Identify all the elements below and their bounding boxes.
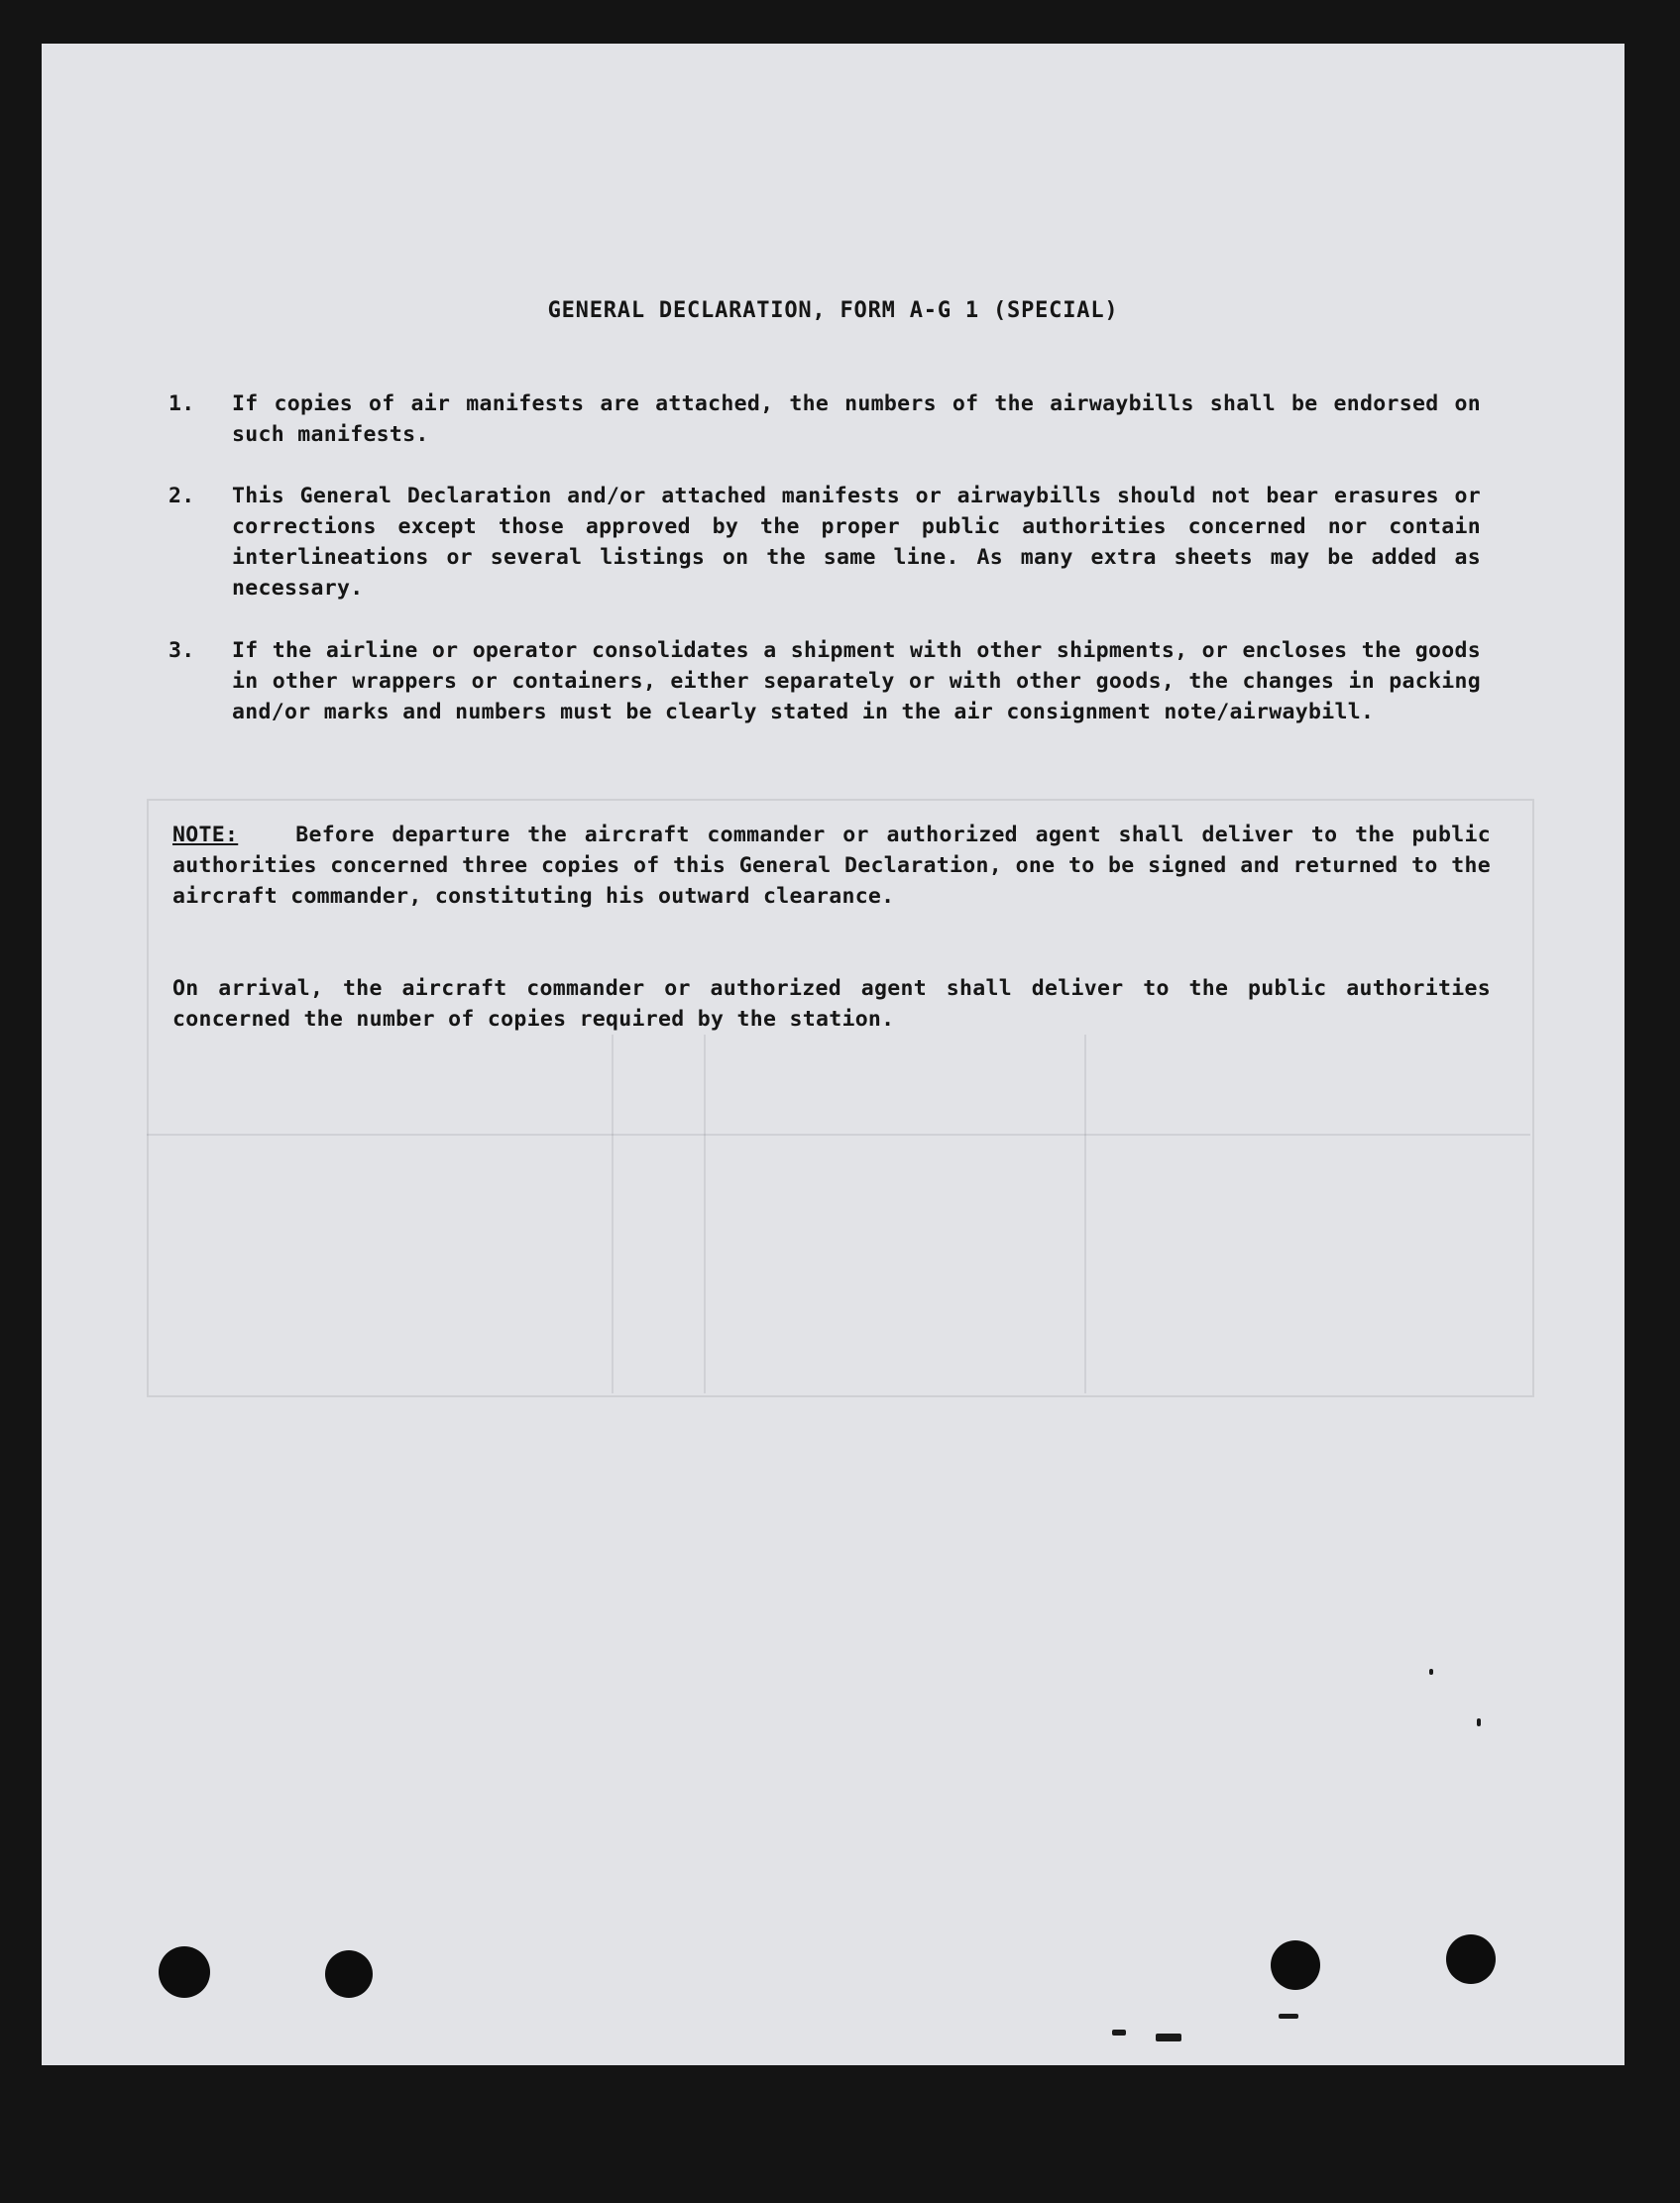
punch-hole: [1446, 1934, 1496, 1984]
document-page: [42, 44, 1624, 2065]
item-number: 1.: [168, 391, 195, 416]
item-text: If the airline or operator consolidates a shipment with other shipments, or encloses the goods in other wrappers or containers, either separately or with other goods, the changes in packing and/or marks and numbers must be clearly stated in the air consignment note/airwaybill.: [232, 638, 1481, 724]
punch-hole: [325, 1950, 373, 1998]
document-body: [42, 44, 1624, 2065]
punch-hole: [159, 1946, 210, 1998]
note-label: NOTE:: [172, 823, 239, 847]
document-title: GENERAL DECLARATION, FORM A-G 1 (SPECIAL): [547, 298, 1119, 323]
punch-hole: [1271, 1940, 1320, 1990]
ink-speck: [1477, 1718, 1481, 1726]
note-text: Before departure the aircraft commander or authorized agent shall deliver to the public authorities concerned three copies of this General Declaration, one to be signed and returned to the aircraft commander, constituting his outward clearance.: [172, 823, 1491, 909]
ink-speck: [1156, 2034, 1181, 2041]
ink-speck: [1429, 1669, 1433, 1675]
arrival-paragraph: On arrival, the aircraft commander or authorized agent shall deliver to the public authorities concerned the number of copies required by the station.: [172, 976, 1491, 1032]
item-text: If copies of air manifests are attached, the numbers of the airwaybills shall be endorsed on such manifests.: [232, 391, 1481, 447]
note-paragraph: [172, 820, 1491, 912]
ink-speck: [1112, 2030, 1126, 2036]
item-number: 3.: [168, 638, 195, 663]
item-number: 2.: [168, 484, 195, 508]
item-text: This General Declaration and/or attached manifests or airwaybills should not bear erasures or corrections except those approved by the proper public authorities concerned nor contain interlineations or several listings on the same line. As many extra sheets may be added as necessary.: [232, 484, 1481, 601]
ink-speck: [1279, 2014, 1298, 2019]
